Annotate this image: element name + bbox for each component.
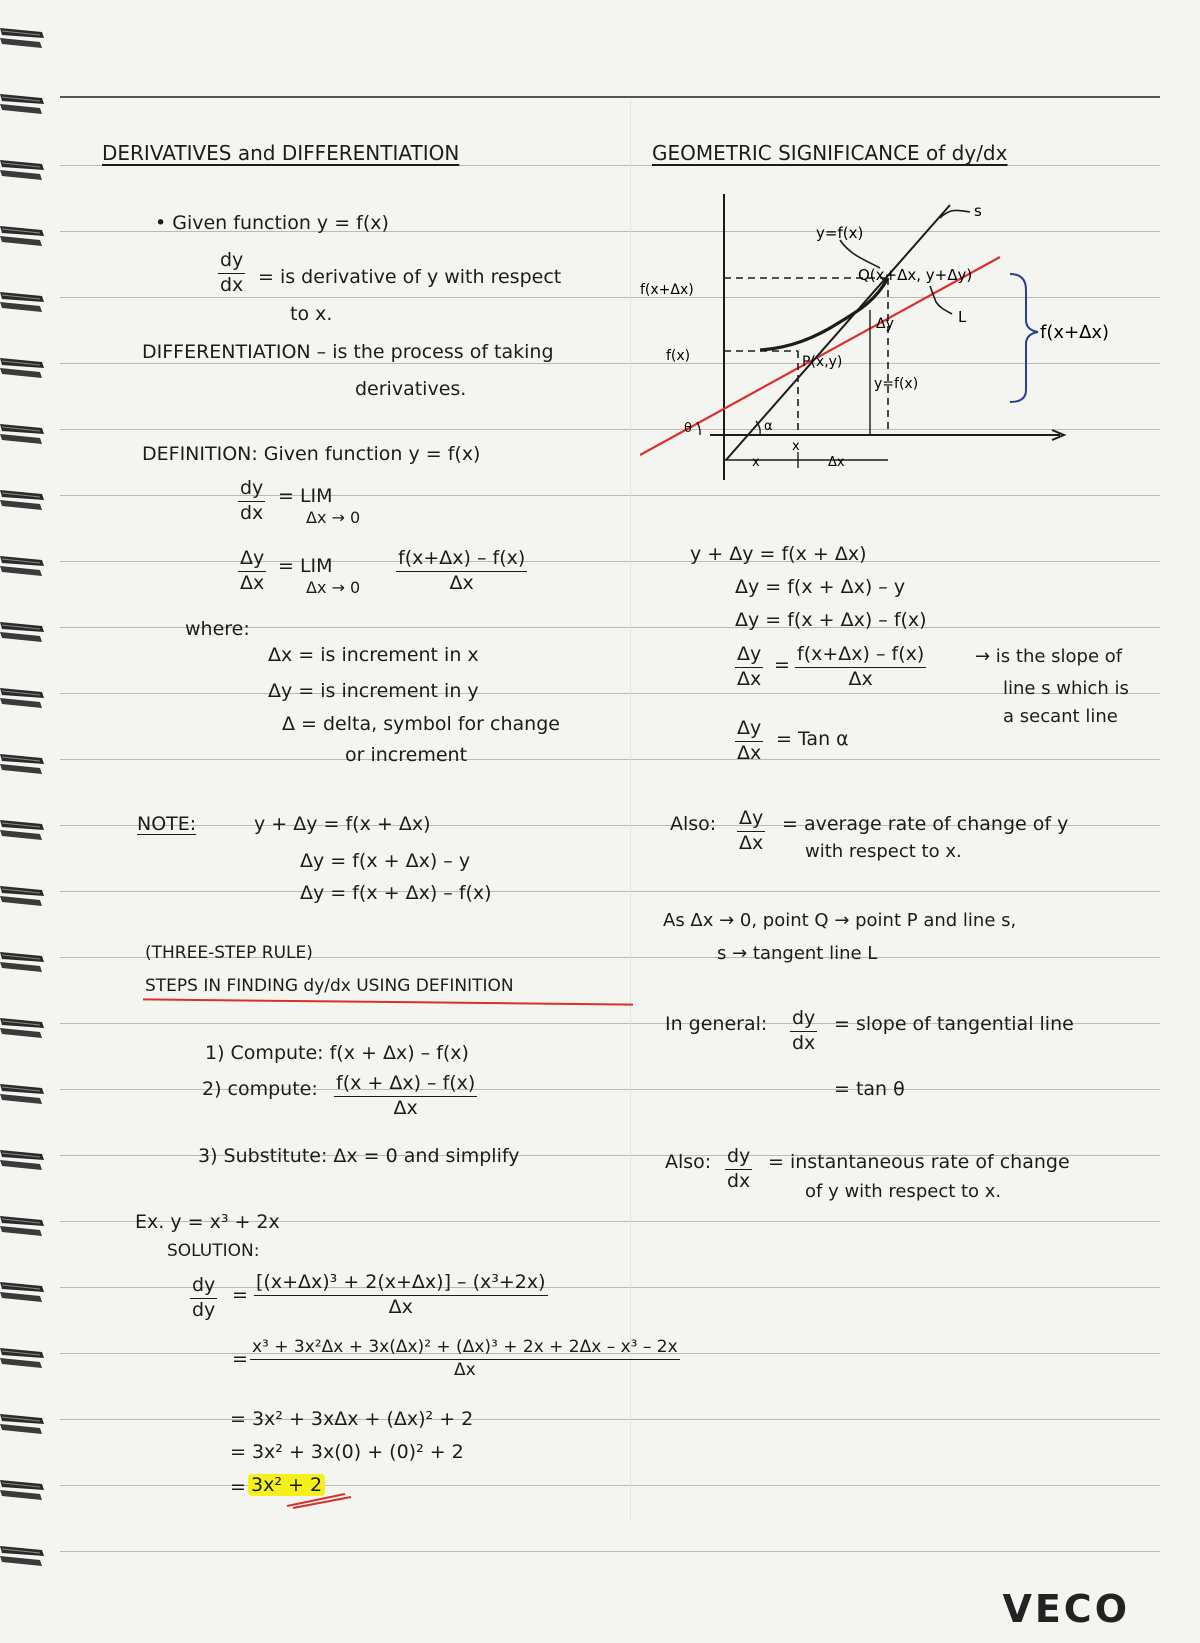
label-dy: Δy	[876, 316, 894, 332]
spiral-ring	[0, 1342, 46, 1372]
sol-5-eq: =	[230, 1476, 246, 1498]
right-title: GEOMETRIC SIGNIFICANCE of dy/dx	[652, 141, 1008, 165]
spiral-ring	[0, 1078, 46, 1108]
geometric-graph	[640, 190, 1160, 490]
eq4-den: Δx	[737, 667, 762, 690]
general-den: dx	[792, 1031, 816, 1054]
spiral-ring	[0, 550, 46, 580]
eq4-fden: Δx	[848, 667, 873, 690]
where-dy: Δy = is increment in y	[268, 680, 479, 702]
spiral-ring	[0, 418, 46, 448]
f-xdx-brace	[1010, 274, 1038, 402]
solution-label: SOLUTION:	[167, 1241, 260, 1261]
sol-eq-1: =	[232, 1284, 248, 1306]
label-brace: f(x+Δx)	[1040, 322, 1110, 343]
spiral-ring	[0, 154, 46, 184]
sol-2-den: Δx	[453, 1359, 476, 1380]
where-label: where:	[185, 618, 250, 640]
eq4-note-2: line s which is	[1003, 678, 1129, 699]
top-rule	[60, 96, 1160, 98]
label-L: L	[958, 308, 967, 326]
also-2-fraction	[725, 1146, 752, 1193]
label-x-tick: x	[792, 439, 800, 454]
sol-4: = 3x² + 3x(0) + (0)² + 2	[230, 1441, 464, 1463]
ruled-line	[60, 1485, 1160, 1486]
step-2-label: 2) compute:	[202, 1078, 318, 1100]
theta-arc	[697, 422, 700, 435]
dydx-num: dy	[218, 250, 245, 274]
general-rhs-2: = tan θ	[834, 1078, 905, 1100]
note-eq-2: Δy = f(x + Δx) – y	[300, 850, 471, 872]
steps-title: STEPS IN FINDING dy/dx USING DEFINITION	[145, 976, 514, 996]
differentiation-def-2: derivatives.	[355, 378, 467, 400]
spiral-ring	[0, 748, 46, 778]
sol-lhs-den: dy	[192, 1298, 216, 1321]
ruled-line	[60, 165, 1160, 166]
spiral-ring	[0, 1540, 46, 1570]
label-theta: θ	[684, 421, 692, 436]
ruled-line	[60, 1287, 1160, 1288]
lim1-sub: Δx → 0	[306, 508, 361, 527]
spiral-ring	[0, 22, 46, 52]
spiral-ring	[0, 1408, 46, 1438]
three-step-rule: (THREE-STEP RULE)	[145, 943, 313, 963]
label-y-fx: y=f(x)	[816, 224, 864, 242]
also-2-rhs-1: = instantaneous rate of change	[768, 1151, 1070, 1173]
lim2-f-num: f(x+Δx) – f(x)	[396, 548, 527, 572]
lim1-den: dx	[240, 501, 264, 524]
spiral-ring	[0, 1144, 46, 1174]
eq4-equals: =	[774, 654, 790, 676]
spiral-ring	[0, 946, 46, 976]
column-divider	[630, 100, 631, 1520]
step-1: 1) Compute: f(x + Δx) – f(x)	[205, 1042, 469, 1064]
eq4-fnum: f(x+Δx) – f(x)	[795, 644, 926, 668]
limit-line-2: s → tangent line L	[717, 943, 878, 964]
also-2-num: dy	[725, 1146, 752, 1170]
lim2-den: Δx	[240, 571, 265, 594]
also-1-label: Also:	[670, 813, 717, 835]
spiral-ring	[0, 220, 46, 250]
example: Ex. y = x³ + 2x	[135, 1211, 280, 1233]
ruled-line	[60, 561, 1160, 562]
brand-logo: VECO	[1002, 1587, 1130, 1631]
eq4-rhs-fraction	[795, 644, 926, 691]
lim2-sub: Δx → 0	[306, 578, 361, 597]
curve-label-arrow	[840, 240, 880, 268]
lim2-f-fraction	[396, 548, 527, 595]
curve-y-fx	[760, 278, 888, 350]
label-alpha: α	[764, 419, 773, 434]
left-title: DERIVATIVES and DIFFERENTIATION	[102, 141, 460, 165]
general-num: dy	[790, 1008, 817, 1032]
sol-1-den: Δx	[388, 1295, 413, 1318]
eq5-num: Δy	[735, 718, 763, 742]
label-Q: Q(x+Δx, y+Δy)	[858, 266, 973, 284]
secant-line-s	[726, 205, 950, 460]
lim2-eq: = LIM	[278, 555, 333, 577]
sol-2-num: x³ + 3x²Δx + 3x(Δx)² + (Δx)³ + 2x + 2Δx – x³ – 2x	[250, 1338, 680, 1360]
ruled-line	[60, 693, 1160, 694]
dydx-desc-2: to x.	[290, 303, 333, 325]
label-y-eq: y=f(x)	[874, 376, 919, 392]
also-1-den: Δx	[739, 831, 764, 854]
eq4-note-3: a secant line	[1003, 706, 1118, 727]
ruled-line	[60, 759, 1160, 760]
eq5-den: Δx	[737, 741, 762, 764]
spiral-ring	[0, 1012, 46, 1042]
sol-lhs-fraction	[190, 1275, 217, 1322]
right-eq-3: Δy = f(x + Δx) – f(x)	[735, 609, 927, 631]
right-eq-1: y + Δy = f(x + Δx)	[690, 543, 867, 565]
where-dx: Δx = is increment in x	[268, 644, 479, 666]
steps-underline	[143, 998, 633, 1005]
ruled-line	[60, 891, 1160, 892]
also-2-label: Also:	[665, 1151, 712, 1173]
lim2-num: Δy	[238, 548, 266, 572]
dydx-den: dx	[220, 273, 244, 296]
label-dx: Δx	[828, 455, 845, 470]
spiral-ring	[0, 616, 46, 646]
sol-1-num: [(x+Δx)³ + 2(x+Δx)] – (x³+2x)	[254, 1272, 548, 1296]
lim2-f-den: Δx	[449, 571, 474, 594]
ruled-line	[60, 1551, 1160, 1552]
limit-line-1: As Δx → 0, point Q → point P and line s,	[663, 910, 1017, 931]
spiral-ring	[0, 352, 46, 382]
general-rhs: = slope of tangential line	[834, 1013, 1074, 1035]
lim1-fraction	[238, 478, 265, 525]
label-x: x	[752, 455, 760, 470]
also-1-rhs-2: with respect to x.	[805, 841, 962, 862]
spiral-ring	[0, 880, 46, 910]
spiral-ring	[0, 682, 46, 712]
spiral-ring	[0, 88, 46, 118]
lim1-eq: = LIM	[278, 485, 333, 507]
label-f-x: f(x)	[666, 348, 691, 364]
spiral-ring	[0, 1474, 46, 1504]
note-label: NOTE:	[137, 813, 197, 835]
spiral-ring	[0, 1276, 46, 1306]
spiral-ring	[0, 814, 46, 844]
also-1-fraction	[737, 808, 765, 855]
note-eq-1: y + Δy = f(x + Δx)	[254, 813, 431, 835]
spiral-ring	[0, 1210, 46, 1240]
eq5-rhs: = Tan α	[776, 728, 849, 750]
step-2-fraction	[334, 1073, 477, 1120]
eq5-fraction	[735, 718, 763, 765]
where-increment: or increment	[345, 744, 468, 766]
label-s: s	[974, 202, 982, 220]
given-function: • Given function y = f(x)	[155, 212, 389, 234]
eq4-num: Δy	[735, 644, 763, 668]
lim1-num: dy	[238, 478, 265, 502]
sol-eq-2: =	[232, 1348, 248, 1370]
note-eq-3: Δy = f(x + Δx) – f(x)	[300, 882, 492, 904]
spiral-ring	[0, 484, 46, 514]
step-3: 3) Substitute: Δx = 0 and simplify	[198, 1145, 520, 1167]
sol-2-fraction	[250, 1338, 680, 1380]
label-f-xdx: f(x+Δx)	[640, 282, 694, 298]
step-2-num: f(x + Δx) – f(x)	[334, 1073, 477, 1097]
step-2-den: Δx	[393, 1096, 418, 1119]
eq4-note-1: → is the slope of	[975, 646, 1123, 667]
also-1-num: Δy	[737, 808, 765, 832]
also-2-rhs-2: of y with respect to x.	[805, 1181, 1002, 1202]
ruled-line	[60, 495, 1160, 496]
right-eq-2: Δy = f(x + Δx) – y	[735, 576, 906, 598]
answer-red-mark	[285, 1490, 355, 1510]
definition-label: DEFINITION: Given function y = f(x)	[142, 443, 481, 465]
ruled-line	[60, 1419, 1160, 1420]
dydx-fraction	[218, 250, 245, 297]
dydx-desc-1: = is derivative of y with respect	[258, 266, 562, 288]
answer-highlight: 3x² + 2	[248, 1474, 325, 1496]
general-label: In general:	[665, 1013, 768, 1035]
lim2-fraction	[238, 548, 266, 595]
general-fraction	[790, 1008, 817, 1055]
sol-1-fraction	[254, 1272, 548, 1319]
spiral-ring	[0, 286, 46, 316]
where-delta: Δ = delta, symbol for change	[282, 713, 560, 735]
also-2-den: dx	[727, 1169, 751, 1192]
differentiation-def-1: DIFFERENTIATION – is the process of taking	[142, 341, 554, 363]
sol-lhs-num: dy	[190, 1275, 217, 1299]
label-P: P(x,y)	[802, 354, 843, 370]
sol-3: = 3x² + 3xΔx + (Δx)² + 2	[230, 1408, 474, 1430]
eq4-lhs-fraction	[735, 644, 763, 691]
also-1-rhs-1: = average rate of change of y	[782, 813, 1069, 835]
